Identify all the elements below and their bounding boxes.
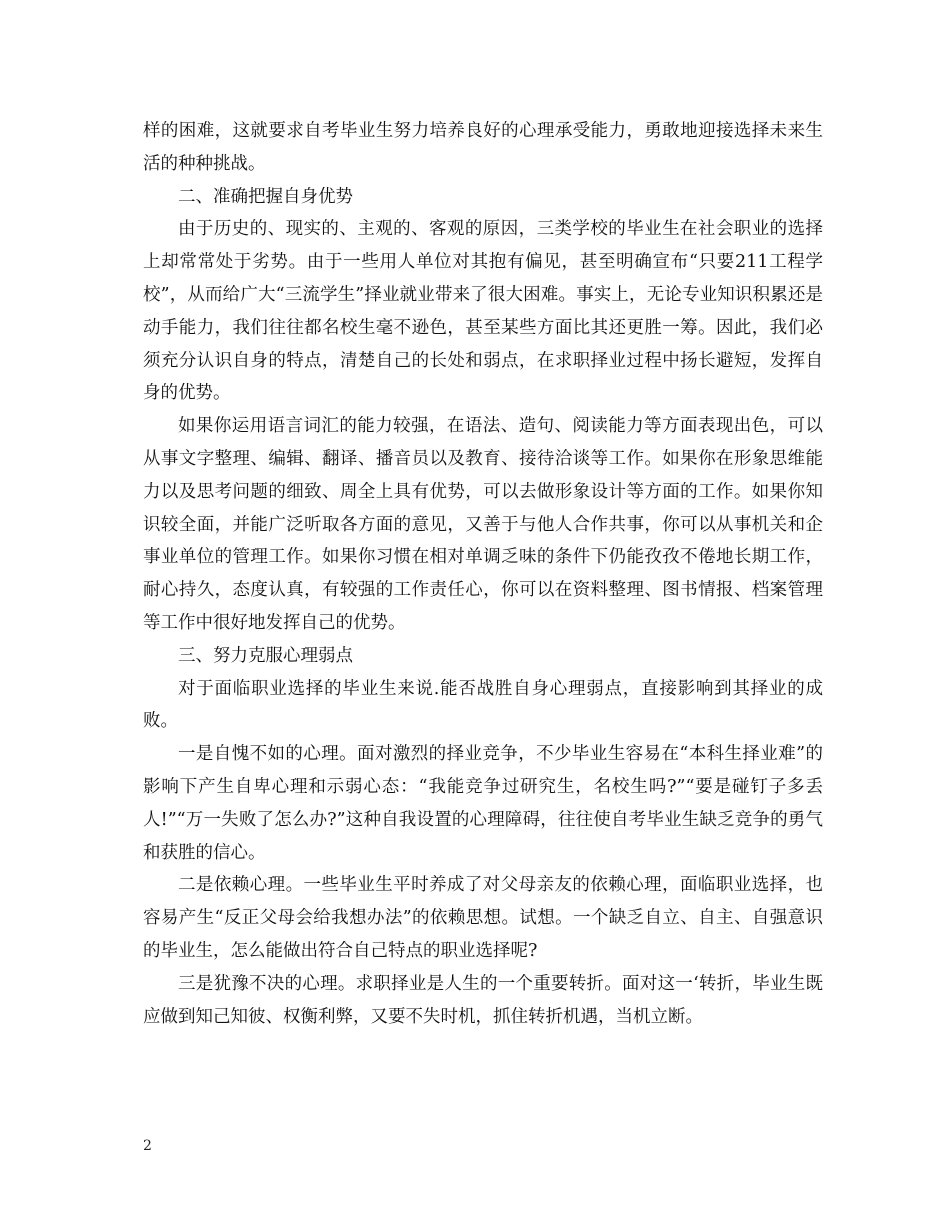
paragraph-dependence: 二是依赖心理。一些毕业生平时养成了对父母亲友的依赖心理，面临职业选择，也容易产生“反正父母会给我想办法”的依赖思想。试想。一个缺乏自立、自主、自强意识的毕业生，怎么能做出符合自己特点的职业选择呢? <box>143 875 823 961</box>
paragraph-hesitation: 三是犹豫不决的心理。求职择业是人生的一个重要转折。面对这一‘转折，毕业生既应做到知己知彼、权衡利弊，又要不失时机，抓住转折机遇，当机立断。 <box>143 973 823 1027</box>
paragraph-disadvantage: 由于历史的、现实的、主观的、客观的原因，三类学校的毕业生在社会职业的选择上却常常处于劣势。由于一些用人单位对其抱有偏见，甚至明确宣布“只要211工程学校”，从而给广大“三流学生”择业就业带来了很大困难。事实上，无论专业知识积累还是动手能力，我们往往都名校生毫不逊色，甚至某些方面比其还更胜一筹。因此，我们必须充分认识自身的特点，清楚自己的长处和弱点，在求职择业过程中扬长避短，发挥自身的优势。 <box>143 219 823 404</box>
paragraph-inferiority: 一是自愧不如的心理。面对激烈的择业竞争，不少毕业生容易在“本科生择业难”的影响下产生自卑心理和示弱心态：“我能竞争过研究生，名校生吗?”“要是碰钉子多丢人!”“万一失败了怎么办?”这种自我设置的心理障碍，往往使自考毕业生缺乏竞争的勇气和获胜的信心。 <box>143 744 823 863</box>
document-body <box>143 115 823 1033</box>
paragraph-psychology-intro: 对于面临职业选择的毕业生来说.能否战胜自身心理弱点，直接影响到其择业的成败。 <box>143 678 823 732</box>
page-number: 2 <box>143 1138 152 1154</box>
section-heading-2: 二、准确把握自身优势 <box>178 186 353 207</box>
paragraph-strengths: 如果你运用语言词汇的能力较强，在语法、造句、阅读能力等方面表现出色，可以从事文字整理、编辑、翻译、播音员以及教育、接待洽谈等工作。如果你在形象思维能力以及思考问题的细致、周全上具有优势，可以去做形象设计等方面的工作。如果你知识较全面，并能广泛听取各方面的意见，又善于与他人合作共事，你可以从事机关和企事业单位的管理工作。如果你习惯在相对单调乏味的条件下仍能孜孜不倦地长期工作，耐心持久，态度认真，有较强的工作责任心，你可以在资料整理、图书情报、档案管理等工作中很好地发挥自己的优势。 <box>143 416 823 633</box>
paragraph-continuation: 样的困难，这就要求自考毕业生努力培养良好的心理承受能力，勇敢地迎接选择未来生活的种种挑战。 <box>143 121 823 174</box>
section-heading-3: 三、努力克服心理弱点 <box>178 645 353 666</box>
